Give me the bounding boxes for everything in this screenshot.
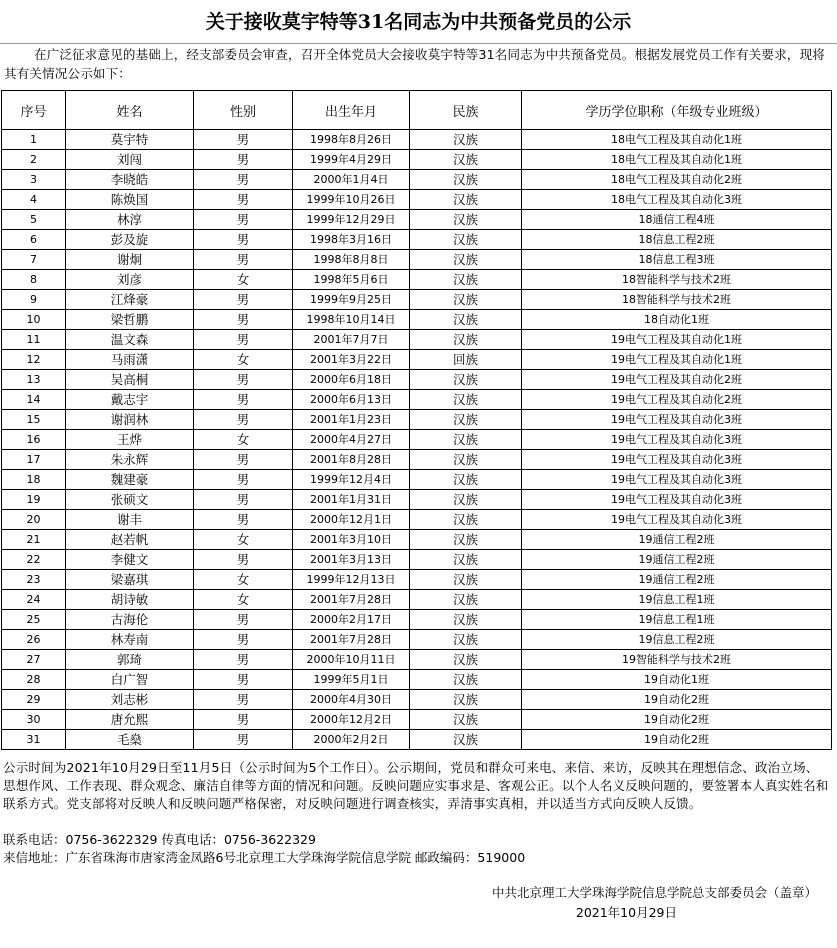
cell-name: 张硕文 [66, 490, 194, 510]
cell-name: 谢润林 [66, 410, 194, 430]
cell-gender: 女 [194, 570, 293, 590]
table-row [2, 250, 832, 270]
cell-name: 谢丰 [66, 510, 194, 530]
cell-ethnicity: 汉族 [410, 630, 522, 650]
cell-class: 19电气工程及其自动化3班 [522, 430, 832, 450]
cell-name: 谢炯 [66, 250, 194, 270]
cell-birthdate: 1999年12月13日 [293, 570, 410, 590]
cell-birthdate: 1999年12月4日 [293, 470, 410, 490]
cell-birthdate: 2000年4月30日 [293, 690, 410, 710]
cell-name: 刘闯 [66, 150, 194, 170]
cell-class: 18通信工程4班 [522, 210, 832, 230]
cell-ethnicity: 汉族 [410, 690, 522, 710]
cell-birthdate: 2001年7月28日 [293, 590, 410, 610]
cell-ethnicity: 汉族 [410, 610, 522, 630]
cell-index: 23 [2, 570, 66, 590]
cell-birthdate: 2001年3月22日 [293, 350, 410, 370]
cell-name: 梁哲鹏 [66, 310, 194, 330]
cell-class: 18电气工程及其自动化1班 [522, 150, 832, 170]
cell-ethnicity: 回族 [410, 350, 522, 370]
cell-name: 陈焕国 [66, 190, 194, 210]
cell-index: 20 [2, 510, 66, 530]
cell-birthdate: 2001年3月10日 [293, 530, 410, 550]
cell-class: 19信息工程1班 [522, 610, 832, 630]
table-row [2, 150, 832, 170]
col-header-index: 序号 [2, 91, 66, 130]
page-title: 关于接收莫宇特等31名同志为中共预备党员的公示 [0, 0, 837, 44]
cell-name: 魏建豪 [66, 470, 194, 490]
cell-index: 31 [2, 730, 66, 750]
col-header-class: 学历学位职称（年级专业班级） [522, 91, 832, 130]
table-row [2, 350, 832, 370]
cell-ethnicity: 汉族 [410, 710, 522, 730]
cell-gender: 男 [194, 690, 293, 710]
cell-gender: 女 [194, 270, 293, 290]
cell-ethnicity: 汉族 [410, 150, 522, 170]
cell-ethnicity: 汉族 [410, 550, 522, 570]
cell-gender: 男 [194, 630, 293, 650]
signature-org: 中共北京理工大学珠海学院信息学院总支部委员会（盖章） [491, 885, 817, 900]
cell-gender: 男 [194, 650, 293, 670]
intro-paragraph: 在广泛征求意见的基础上，经支部委员会审查，召开全体党员大会接收莫宇特等31名同志为中共预备党员。根据发展党员工作有关要求，现将其有关情况公示如下： [4, 47, 826, 81]
cell-ethnicity: 汉族 [410, 230, 522, 250]
cell-birthdate: 1998年10月14日 [293, 310, 410, 330]
cell-birthdate: 2000年10月11日 [293, 650, 410, 670]
cell-ethnicity: 汉族 [410, 170, 522, 190]
cell-ethnicity: 汉族 [410, 570, 522, 590]
cell-birthdate: 1998年5月6日 [293, 270, 410, 290]
cell-name: 赵若帆 [66, 530, 194, 550]
cell-gender: 男 [194, 490, 293, 510]
cell-gender: 男 [194, 150, 293, 170]
cell-class: 18智能科学与技术2班 [522, 270, 832, 290]
cell-gender: 男 [194, 290, 293, 310]
cell-ethnicity: 汉族 [410, 530, 522, 550]
cell-birthdate: 2001年7月7日 [293, 330, 410, 350]
cell-index: 14 [2, 390, 66, 410]
cell-class: 18自动化1班 [522, 310, 832, 330]
cell-class: 19通信工程2班 [522, 570, 832, 590]
cell-class: 18电气工程及其自动化3班 [522, 190, 832, 210]
cell-ethnicity: 汉族 [410, 190, 522, 210]
cell-gender: 男 [194, 610, 293, 630]
cell-index: 27 [2, 650, 66, 670]
table-row [2, 330, 832, 350]
cell-gender: 男 [194, 310, 293, 330]
cell-index: 26 [2, 630, 66, 650]
cell-class: 19电气工程及其自动化3班 [522, 510, 832, 530]
cell-gender: 男 [194, 550, 293, 570]
notice-paragraph: 公示时间为2021年10月29日至11月5日（公示时间为5个工作日）。公示期间，党员和群众可来电、来信、来访，反映其在理想信念、政治立场、思想作风、工作表现、群众观念、廉洁自律等方面的情况和问题。反映问题应实事求是、客观公正。以个人名义反映问题的，要签署本人真实姓名和联系方式。党支部将对反映人和反映问题严格保密，对反映问题进行调查核实，弄清事实真相，并以适当方式向反映人反馈。 [3, 760, 829, 811]
cell-index: 18 [2, 470, 66, 490]
col-header-gender: 性别 [194, 91, 293, 130]
cell-ethnicity: 汉族 [410, 650, 522, 670]
table-body [2, 130, 832, 750]
cell-class: 19电气工程及其自动化2班 [522, 370, 832, 390]
table-row [2, 190, 832, 210]
cell-class: 18信息工程2班 [522, 230, 832, 250]
cell-gender: 男 [194, 230, 293, 250]
cell-ethnicity: 汉族 [410, 510, 522, 530]
cell-ethnicity: 汉族 [410, 290, 522, 310]
cell-ethnicity: 汉族 [410, 250, 522, 270]
cell-name: 李健文 [66, 550, 194, 570]
cell-class: 19智能科学与技术2班 [522, 650, 832, 670]
cell-gender: 男 [194, 190, 293, 210]
cell-birthdate: 2000年12月2日 [293, 710, 410, 730]
cell-ethnicity: 汉族 [410, 410, 522, 430]
cell-index: 25 [2, 610, 66, 630]
cell-index: 4 [2, 190, 66, 210]
cell-name: 古海伦 [66, 610, 194, 630]
cell-index: 7 [2, 250, 66, 270]
cell-index: 3 [2, 170, 66, 190]
cell-name: 李晓皓 [66, 170, 194, 190]
cell-name: 莫宇特 [66, 130, 194, 150]
table-row [2, 170, 832, 190]
cell-class: 19电气工程及其自动化3班 [522, 470, 832, 490]
cell-index: 10 [2, 310, 66, 330]
cell-index: 12 [2, 350, 66, 370]
cell-birthdate: 1999年10月26日 [293, 190, 410, 210]
table-row [2, 530, 832, 550]
cell-index: 17 [2, 450, 66, 470]
cell-index: 19 [2, 490, 66, 510]
cell-birthdate: 2001年1月23日 [293, 410, 410, 430]
cell-index: 13 [2, 370, 66, 390]
table-row [2, 550, 832, 570]
cell-class: 19电气工程及其自动化1班 [522, 350, 832, 370]
cell-index: 15 [2, 410, 66, 430]
table-row [2, 390, 832, 410]
cell-gender: 男 [194, 450, 293, 470]
cell-birthdate: 2000年1月4日 [293, 170, 410, 190]
table-row [2, 370, 832, 390]
cell-ethnicity: 汉族 [410, 670, 522, 690]
cell-name: 毛燊 [66, 730, 194, 750]
cell-birthdate: 2001年1月31日 [293, 490, 410, 510]
cell-birthdate: 2000年12月1日 [293, 510, 410, 530]
col-header-ethnicity: 民族 [410, 91, 522, 130]
cell-index: 30 [2, 710, 66, 730]
cell-birthdate: 2001年7月28日 [293, 630, 410, 650]
cell-gender: 男 [194, 390, 293, 410]
table-row [2, 430, 832, 450]
cell-ethnicity: 汉族 [410, 470, 522, 490]
cell-ethnicity: 汉族 [410, 330, 522, 350]
cell-index: 1 [2, 130, 66, 150]
cell-ethnicity: 汉族 [410, 590, 522, 610]
cell-birthdate: 2000年6月18日 [293, 370, 410, 390]
cell-name: 胡诗敏 [66, 590, 194, 610]
cell-name: 朱永辉 [66, 450, 194, 470]
table-row [2, 630, 832, 650]
cell-birthdate: 2001年3月13日 [293, 550, 410, 570]
cell-gender: 女 [194, 590, 293, 610]
contact-address: 来信地址：广东省珠海市唐家湾金凤路6号北京理工大学珠海学院信息学院 邮政编码：519000 [3, 850, 526, 865]
cell-class: 19电气工程及其自动化1班 [522, 330, 832, 350]
cell-class: 19自动化2班 [522, 710, 832, 730]
cell-gender: 男 [194, 170, 293, 190]
cell-birthdate: 2000年2月17日 [293, 610, 410, 630]
cell-index: 2 [2, 150, 66, 170]
cell-name: 刘志彬 [66, 690, 194, 710]
table-row [2, 510, 832, 530]
cell-index: 28 [2, 670, 66, 690]
cell-gender: 女 [194, 350, 293, 370]
cell-class: 19电气工程及其自动化3班 [522, 410, 832, 430]
cell-gender: 男 [194, 730, 293, 750]
cell-class: 19电气工程及其自动化3班 [522, 450, 832, 470]
cell-ethnicity: 汉族 [410, 450, 522, 470]
table-row [2, 130, 832, 150]
cell-name: 江烽豪 [66, 290, 194, 310]
table-row [2, 650, 832, 670]
cell-gender: 男 [194, 510, 293, 530]
cell-ethnicity: 汉族 [410, 310, 522, 330]
cell-birthdate: 1998年3月16日 [293, 230, 410, 250]
cell-ethnicity: 汉族 [410, 490, 522, 510]
cell-birthdate: 2000年4月27日 [293, 430, 410, 450]
cell-name: 梁嘉琪 [66, 570, 194, 590]
cell-class: 19自动化1班 [522, 670, 832, 690]
cell-name: 唐允熙 [66, 710, 194, 730]
cell-birthdate: 1999年5月1日 [293, 670, 410, 690]
cell-index: 22 [2, 550, 66, 570]
cell-birthdate: 1999年9月25日 [293, 290, 410, 310]
cell-class: 18电气工程及其自动化2班 [522, 170, 832, 190]
table-row [2, 610, 832, 630]
table-row [2, 310, 832, 330]
cell-gender: 女 [194, 530, 293, 550]
cell-index: 16 [2, 430, 66, 450]
cell-class: 18智能科学与技术2班 [522, 290, 832, 310]
cell-ethnicity: 汉族 [410, 390, 522, 410]
cell-class: 19信息工程1班 [522, 590, 832, 610]
cell-name: 温文森 [66, 330, 194, 350]
cell-name: 王烨 [66, 430, 194, 450]
cell-birthdate: 2001年8月28日 [293, 450, 410, 470]
col-header-name: 姓名 [66, 91, 194, 130]
cell-gender: 女 [194, 430, 293, 450]
cell-birthdate: 2000年2月2日 [293, 730, 410, 750]
cell-class: 19通信工程2班 [522, 530, 832, 550]
cell-class: 19通信工程2班 [522, 550, 832, 570]
table-row [2, 490, 832, 510]
signature-date: 2021年10月29日 [575, 905, 677, 920]
cell-ethnicity: 汉族 [410, 430, 522, 450]
cell-ethnicity: 汉族 [410, 130, 522, 150]
cell-class: 18电气工程及其自动化1班 [522, 130, 832, 150]
cell-index: 21 [2, 530, 66, 550]
cell-birthdate: 1998年8月8日 [293, 250, 410, 270]
cell-index: 5 [2, 210, 66, 230]
cell-gender: 男 [194, 330, 293, 350]
table-row [2, 450, 832, 470]
cell-gender: 男 [194, 250, 293, 270]
table-row [2, 590, 832, 610]
cell-name: 彭及旋 [66, 230, 194, 250]
cell-ethnicity: 汉族 [410, 370, 522, 390]
cell-class: 19自动化2班 [522, 690, 832, 710]
cell-ethnicity: 汉族 [410, 730, 522, 750]
cell-index: 6 [2, 230, 66, 250]
cell-index: 24 [2, 590, 66, 610]
cell-class: 18信息工程3班 [522, 250, 832, 270]
table-row [2, 690, 832, 710]
table-header-row [2, 91, 832, 130]
cell-name: 林寿南 [66, 630, 194, 650]
cell-gender: 男 [194, 210, 293, 230]
cell-gender: 男 [194, 410, 293, 430]
cell-name: 马雨潇 [66, 350, 194, 370]
cell-class: 19自动化2班 [522, 730, 832, 750]
table-row [2, 410, 832, 430]
cell-index: 9 [2, 290, 66, 310]
cell-ethnicity: 汉族 [410, 270, 522, 290]
cell-gender: 男 [194, 370, 293, 390]
table-row [2, 210, 832, 230]
cell-name: 林淳 [66, 210, 194, 230]
cell-birthdate: 1999年4月29日 [293, 150, 410, 170]
candidate-table [1, 90, 832, 750]
cell-birthdate: 2000年6月13日 [293, 390, 410, 410]
cell-name: 吴高桐 [66, 370, 194, 390]
contact-phone: 联系电话：0756-3622329 传真电话：0756-3622329 [3, 832, 316, 847]
cell-class: 19电气工程及其自动化3班 [522, 490, 832, 510]
table-row [2, 710, 832, 730]
table-row [2, 290, 832, 310]
cell-gender: 男 [194, 130, 293, 150]
table-row [2, 270, 832, 290]
table-row [2, 230, 832, 250]
cell-name: 戴志宇 [66, 390, 194, 410]
col-header-birthdate: 出生年月 [293, 91, 410, 130]
table-row [2, 670, 832, 690]
cell-class: 19信息工程2班 [522, 630, 832, 650]
cell-name: 刘彦 [66, 270, 194, 290]
cell-ethnicity: 汉族 [410, 210, 522, 230]
cell-name: 郭琦 [66, 650, 194, 670]
cell-birthdate: 1999年12月29日 [293, 210, 410, 230]
cell-birthdate: 1998年8月26日 [293, 130, 410, 150]
cell-class: 19电气工程及其自动化2班 [522, 390, 832, 410]
table-row [2, 730, 832, 750]
cell-name: 白广智 [66, 670, 194, 690]
table-row [2, 470, 832, 490]
cell-gender: 男 [194, 670, 293, 690]
cell-index: 8 [2, 270, 66, 290]
cell-gender: 男 [194, 470, 293, 490]
cell-index: 11 [2, 330, 66, 350]
table-row [2, 570, 832, 590]
cell-gender: 男 [194, 710, 293, 730]
cell-index: 29 [2, 690, 66, 710]
